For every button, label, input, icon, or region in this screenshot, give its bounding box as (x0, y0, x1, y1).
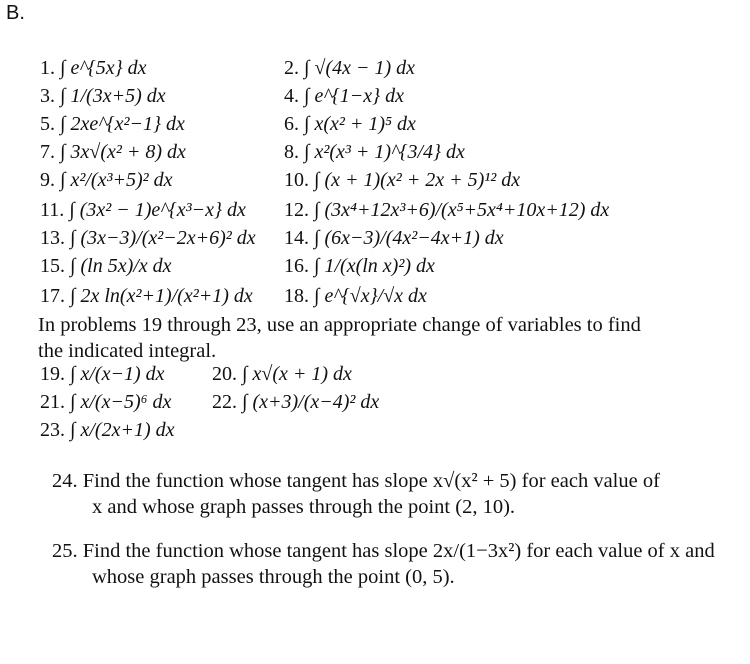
problem-10: 10. ∫ (x + 1)(x² + 2x + 5)¹² dx (284, 169, 521, 191)
instruction-line-1: In problems 19 through 23, use an appropriate change of variables to find (38, 314, 641, 336)
problem-6: 6. ∫ x(x² + 1)⁵ dx (284, 113, 416, 135)
problem-22: 22. ∫ (x+3)/(x−4)² dx (212, 391, 380, 413)
problem-23: 23. ∫ x/(2x+1) dx (40, 419, 175, 441)
problem-3: 3. ∫ 1/(3x+5) dx (40, 85, 166, 107)
problem-18: 18. ∫ e^{√x}/√x dx (284, 285, 427, 307)
problem-17: 17. ∫ 2x ln(x²+1)/(x²+1) dx (40, 285, 253, 307)
problem-4: 4. ∫ e^{1−x} dx (284, 85, 405, 107)
question-25-line-1: 25. Find the function whose tangent has slope 2x/(1−3x²) for each value of x and (52, 540, 715, 562)
problem-19: 19. ∫ x/(x−1) dx (40, 363, 165, 385)
problem-20: 20. ∫ x√(x + 1) dx (212, 363, 352, 385)
problem-11: 11. ∫ (3x² − 1)e^{x³−x} dx (40, 199, 246, 221)
instruction-line-2: the indicated integral. (38, 340, 217, 362)
problem-21: 21. ∫ x/(x−5)⁶ dx (40, 391, 172, 413)
question-25-line-2: whose graph passes through the point (0, 5). (92, 566, 455, 588)
problem-16: 16. ∫ 1/(x(ln x)²) dx (284, 255, 435, 277)
section-label: B. (6, 2, 25, 24)
problem-1: 1. ∫ e^{5x} dx (40, 57, 147, 79)
problem-9: 9. ∫ x²/(x³+5)² dx (40, 169, 173, 191)
problem-14: 14. ∫ (6x−3)/(4x²−4x+1) dx (284, 227, 504, 249)
problem-15: 15. ∫ (ln 5x)/x dx (40, 255, 172, 277)
question-24-line-1: 24. Find the function whose tangent has slope x√(x² + 5) for each value of (52, 470, 660, 492)
question-24-line-2: x and whose graph passes through the point (2, 10). (92, 496, 516, 518)
problem-8: 8. ∫ x²(x³ + 1)^{3/4} dx (284, 141, 465, 163)
problem-7: 7. ∫ 3x√(x² + 8) dx (40, 141, 186, 163)
problem-13: 13. ∫ (3x−3)/(x²−2x+6)² dx (40, 227, 256, 249)
problem-12: 12. ∫ (3x⁴+12x³+6)/(x⁵+5x⁴+10x+12) dx (284, 199, 610, 221)
problem-2: 2. ∫ √(4x − 1) dx (284, 57, 416, 79)
problem-5: 5. ∫ 2xe^{x²−1} dx (40, 113, 185, 135)
